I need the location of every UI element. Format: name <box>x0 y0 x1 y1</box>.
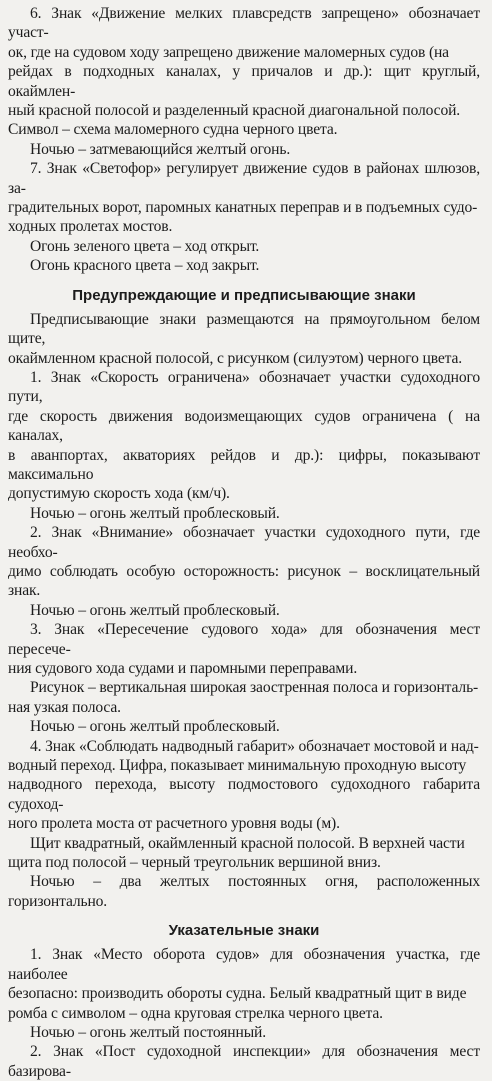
paragraph: Ночью – огонь желтый проблесковый. <box>30 601 280 619</box>
paragraph: Щит квадратный, окаймленный красной полосой. В верхней части щита под полосой – черный треугольник вершиной вниз. <box>8 834 465 872</box>
section-pointer-signs <box>8 921 480 1081</box>
paragraph: 3. Знак «Пересечение судового хода» для обозначения мест пересече- ния судового хода судами и паромными переправами. <box>8 621 480 677</box>
paragraph: Огонь зеленого цвета – ход открыт. <box>30 237 260 255</box>
paragraph: Ночью – затмевающийся желтый огонь. <box>30 140 291 158</box>
paragraph: 4. Знак «Соблюдать надводный габарит» обозначает мостовой и над- водный переход. Цифра, показывает минимальную проходную высоту надводного перехода, высоту подмостового судоходного габарита судоход- ного пролета моста от расчетного уровня воды (м). <box>8 737 480 833</box>
section-warning-signs <box>8 286 480 912</box>
paragraph: Огонь красного цвета – ход закрыт. <box>30 257 260 275</box>
section-heading: Предупреждающие и предписывающие знаки <box>72 286 416 304</box>
paragraph: 1. Знак «Место оборота судов» для обозначения участка, где наиболее безопасно: производить обороты судна. Белый квадратный щит в виде ромба с символом – одна круговая стрелка черного цвета. <box>8 946 480 1022</box>
paragraph: 2. Знак «Пост судоходной инспекции» для обозначения мест базирова- <box>8 1043 480 1080</box>
paragraph: Ночью – огонь желтый проблесковый. <box>30 504 280 522</box>
paragraph: 2. Знак «Внимание» обозначает участки судоходного пути, где необхо- димо соблюдать особую осторожность: рисунок – восклицательный знак. <box>8 524 480 600</box>
paragraph: Рисунок – вертикальная широкая заостренная полоса и горизонталь- ная узкая полоса. <box>8 679 479 716</box>
paragraph: Ночью – два желтых постоянных огня, расположенных горизонтально. <box>8 873 480 910</box>
section-intro <box>8 4 480 276</box>
paragraph: 7. Знак «Светофор» регулирует движение судов в районах шлюзов, за- градительных ворот, паромных канатных переправ и в подъемных судо- ходных пролетах мостов. <box>8 160 480 236</box>
paragraph: Предписывающие знаки размещаются на прямоугольном белом щите, окаймленном красной полосой, с рисунком (силуэтом) черного цвета. <box>8 310 480 367</box>
paragraph: 1. Знак «Скорость ограничена» обозначает участки судоходного пути, где скорость движения водоизмещающих судов ограничена ( на каналах, в аванпортах, акваториях рейдов и др.): цифры, показывают максимально допустимую скорость хода (км/ч). <box>8 368 480 503</box>
section-heading: Указательные знаки <box>168 922 320 940</box>
paragraph: Ночью – огонь желтый проблесковый. <box>30 718 280 736</box>
paragraph: Ночью – огонь желтый постоянный. <box>30 1023 266 1041</box>
paragraph: 6. Знак «Движение мелких плавсредств запрещено» обозначает участ- ок, где на судовом ходу запрещено движение маломерных судов (на рейдах в подходных каналах, у причалов и др.): щит круглый, окаймлен- ный красной полосой и разделенный красной диагональной полосой. Символ – схема маломерного судна черного цвета. <box>8 5 480 139</box>
